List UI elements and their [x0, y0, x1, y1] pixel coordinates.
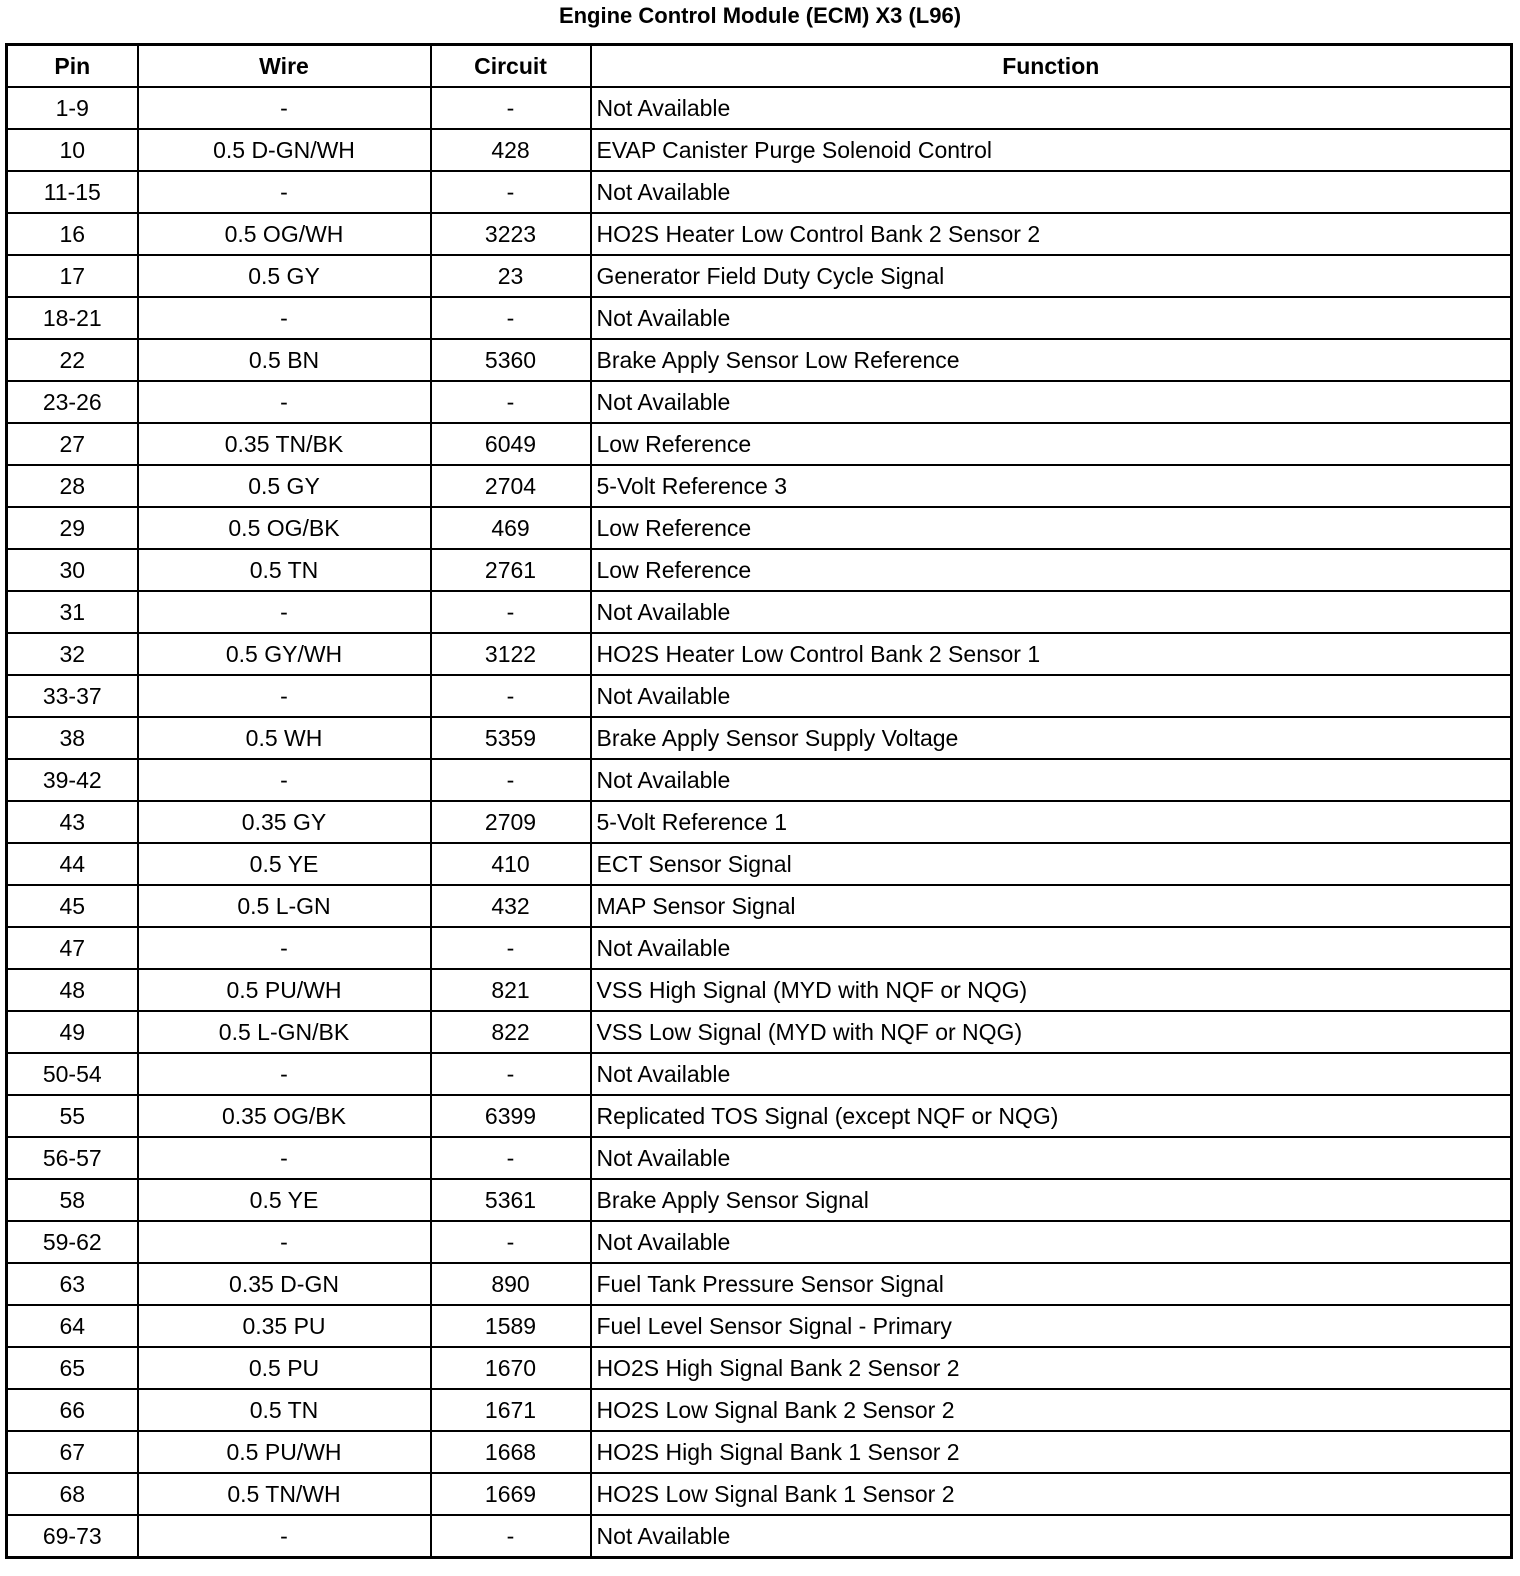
function-cell: Low Reference [591, 507, 1512, 549]
circuit-cell: 469 [431, 507, 591, 549]
table-row [7, 339, 1512, 381]
table-row [7, 297, 1512, 339]
wire-cell: 0.5 PU/WH [138, 1431, 431, 1473]
table-row [7, 213, 1512, 255]
circuit-cell: - [431, 1221, 591, 1263]
circuit-cell: 410 [431, 843, 591, 885]
function-cell: Not Available [591, 87, 1512, 129]
function-cell: Not Available [591, 675, 1512, 717]
function-cell: Not Available [591, 1137, 1512, 1179]
pin-cell: 45 [7, 885, 138, 927]
table-header-row [7, 45, 1512, 88]
function-cell: Not Available [591, 171, 1512, 213]
function-cell: 5-Volt Reference 1 [591, 801, 1512, 843]
table-row [7, 633, 1512, 675]
circuit-cell: 2704 [431, 465, 591, 507]
table-row [7, 885, 1512, 927]
pin-cell: 10 [7, 129, 138, 171]
pin-cell: 56-57 [7, 1137, 138, 1179]
circuit-cell: 428 [431, 129, 591, 171]
table-row [7, 927, 1512, 969]
circuit-cell: - [431, 381, 591, 423]
table-row [7, 1431, 1512, 1473]
circuit-cell: - [431, 297, 591, 339]
column-header-pin: Pin [7, 45, 138, 88]
wire-cell: - [138, 297, 431, 339]
pin-cell: 18-21 [7, 297, 138, 339]
wire-cell: 0.5 GY [138, 255, 431, 297]
function-cell: HO2S Low Signal Bank 2 Sensor 2 [591, 1389, 1512, 1431]
wire-cell: - [138, 171, 431, 213]
table-row [7, 1095, 1512, 1137]
pin-cell: 69-73 [7, 1515, 138, 1558]
wire-cell: 0.35 TN/BK [138, 423, 431, 465]
wire-cell: - [138, 1137, 431, 1179]
circuit-cell: 6049 [431, 423, 591, 465]
function-cell: VSS High Signal (MYD with NQF or NQG) [591, 969, 1512, 1011]
pin-cell: 48 [7, 969, 138, 1011]
function-cell: Replicated TOS Signal (except NQF or NQG) [591, 1095, 1512, 1137]
circuit-cell: 432 [431, 885, 591, 927]
function-cell: Not Available [591, 1515, 1512, 1558]
wire-cell: 0.5 GY [138, 465, 431, 507]
wire-cell: 0.5 TN [138, 1389, 431, 1431]
pin-cell: 67 [7, 1431, 138, 1473]
circuit-cell: 822 [431, 1011, 591, 1053]
wire-cell: - [138, 87, 431, 129]
pin-cell: 28 [7, 465, 138, 507]
wire-cell: - [138, 675, 431, 717]
pin-cell: 16 [7, 213, 138, 255]
function-cell: HO2S Heater Low Control Bank 2 Sensor 2 [591, 213, 1512, 255]
circuit-cell: 3223 [431, 213, 591, 255]
pin-cell: 43 [7, 801, 138, 843]
circuit-cell: 5361 [431, 1179, 591, 1221]
table-row [7, 969, 1512, 1011]
wire-cell: 0.5 TN/WH [138, 1473, 431, 1515]
wire-cell: - [138, 1221, 431, 1263]
circuit-cell: - [431, 759, 591, 801]
function-cell: EVAP Canister Purge Solenoid Control [591, 129, 1512, 171]
circuit-cell: 5360 [431, 339, 591, 381]
wire-cell: - [138, 1053, 431, 1095]
pin-cell: 31 [7, 591, 138, 633]
function-cell: Not Available [591, 297, 1512, 339]
function-cell: HO2S High Signal Bank 2 Sensor 2 [591, 1347, 1512, 1389]
pin-cell: 64 [7, 1305, 138, 1347]
wire-cell: - [138, 927, 431, 969]
pin-cell: 29 [7, 507, 138, 549]
function-cell: Generator Field Duty Cycle Signal [591, 255, 1512, 297]
table-row [7, 255, 1512, 297]
pin-cell: 33-37 [7, 675, 138, 717]
table-row [7, 1389, 1512, 1431]
function-cell: 5-Volt Reference 3 [591, 465, 1512, 507]
function-cell: Low Reference [591, 423, 1512, 465]
wire-cell: 0.35 D-GN [138, 1263, 431, 1305]
table-row [7, 1137, 1512, 1179]
table-row [7, 171, 1512, 213]
table-row [7, 423, 1512, 465]
table-row [7, 717, 1512, 759]
page-title: Engine Control Module (ECM) X3 (L96) [558, 3, 962, 28]
wire-cell: - [138, 381, 431, 423]
function-cell: ECT Sensor Signal [591, 843, 1512, 885]
table-row [7, 675, 1512, 717]
wire-cell: 0.35 OG/BK [138, 1095, 431, 1137]
pin-cell: 58 [7, 1179, 138, 1221]
wire-cell: 0.5 WH [138, 717, 431, 759]
function-cell: Brake Apply Sensor Supply Voltage [591, 717, 1512, 759]
circuit-cell: 2709 [431, 801, 591, 843]
table-row [7, 1179, 1512, 1221]
wire-cell: 0.5 L-GN [138, 885, 431, 927]
function-cell: Brake Apply Sensor Low Reference [591, 339, 1512, 381]
function-cell: Not Available [591, 1221, 1512, 1263]
pin-cell: 17 [7, 255, 138, 297]
pin-cell: 68 [7, 1473, 138, 1515]
circuit-cell: 890 [431, 1263, 591, 1305]
pin-cell: 59-62 [7, 1221, 138, 1263]
table-row [7, 1263, 1512, 1305]
pin-cell: 63 [7, 1263, 138, 1305]
circuit-cell: 1669 [431, 1473, 591, 1515]
function-cell: Not Available [591, 759, 1512, 801]
wire-cell: 0.5 YE [138, 843, 431, 885]
table-row [7, 381, 1512, 423]
pin-cell: 30 [7, 549, 138, 591]
column-header-circuit: Circuit [431, 45, 591, 88]
wire-cell: 0.5 OG/WH [138, 213, 431, 255]
pin-cell: 1-9 [7, 87, 138, 129]
circuit-cell: 3122 [431, 633, 591, 675]
wire-cell: 0.5 BN [138, 339, 431, 381]
pin-cell: 66 [7, 1389, 138, 1431]
pin-cell: 11-15 [7, 171, 138, 213]
function-cell: HO2S High Signal Bank 1 Sensor 2 [591, 1431, 1512, 1473]
function-cell: MAP Sensor Signal [591, 885, 1512, 927]
table-row [7, 1221, 1512, 1263]
function-cell: Fuel Level Sensor Signal - Primary [591, 1305, 1512, 1347]
pin-cell: 55 [7, 1095, 138, 1137]
column-header-function: Function [591, 45, 1512, 88]
circuit-cell: 1589 [431, 1305, 591, 1347]
circuit-cell: 1668 [431, 1431, 591, 1473]
circuit-cell: - [431, 87, 591, 129]
wire-cell: 0.5 GY/WH [138, 633, 431, 675]
circuit-cell: - [431, 171, 591, 213]
function-cell: Not Available [591, 381, 1512, 423]
column-header-wire: Wire [138, 45, 431, 88]
table-row [7, 129, 1512, 171]
pin-cell: 47 [7, 927, 138, 969]
wire-cell: 0.5 L-GN/BK [138, 1011, 431, 1053]
table-row [7, 1515, 1512, 1558]
circuit-cell: 821 [431, 969, 591, 1011]
circuit-cell: 1671 [431, 1389, 591, 1431]
function-cell: Not Available [591, 591, 1512, 633]
circuit-cell: 1670 [431, 1347, 591, 1389]
pin-cell: 38 [7, 717, 138, 759]
table-row [7, 801, 1512, 843]
wire-cell: 0.5 PU [138, 1347, 431, 1389]
table-row [7, 843, 1512, 885]
circuit-cell: - [431, 1053, 591, 1095]
pin-cell: 49 [7, 1011, 138, 1053]
function-cell: Low Reference [591, 549, 1512, 591]
function-cell: Fuel Tank Pressure Sensor Signal [591, 1263, 1512, 1305]
function-cell: Not Available [591, 927, 1512, 969]
wire-cell: 0.5 OG/BK [138, 507, 431, 549]
function-cell: Brake Apply Sensor Signal [591, 1179, 1512, 1221]
circuit-cell: 23 [431, 255, 591, 297]
pin-cell: 44 [7, 843, 138, 885]
circuit-cell: - [431, 927, 591, 969]
circuit-cell: 6399 [431, 1095, 591, 1137]
pin-cell: 50-54 [7, 1053, 138, 1095]
table-row [7, 507, 1512, 549]
wire-cell: 0.5 D-GN/WH [138, 129, 431, 171]
function-cell: VSS Low Signal (MYD with NQF or NQG) [591, 1011, 1512, 1053]
pin-cell: 23-26 [7, 381, 138, 423]
wire-cell: - [138, 1515, 431, 1558]
pin-cell: 65 [7, 1347, 138, 1389]
wire-cell: 0.35 GY [138, 801, 431, 843]
wire-cell: - [138, 759, 431, 801]
pinout-table [5, 43, 1513, 1559]
circuit-cell: - [431, 1137, 591, 1179]
circuit-cell: 2761 [431, 549, 591, 591]
function-cell: HO2S Heater Low Control Bank 2 Sensor 1 [591, 633, 1512, 675]
table-row [7, 465, 1512, 507]
table-row [7, 1347, 1512, 1389]
pin-cell: 27 [7, 423, 138, 465]
pin-cell: 32 [7, 633, 138, 675]
table-row [7, 87, 1512, 129]
table-row [7, 1305, 1512, 1347]
table-row [7, 1011, 1512, 1053]
circuit-cell: - [431, 675, 591, 717]
table-row [7, 1473, 1512, 1515]
pin-cell: 22 [7, 339, 138, 381]
circuit-cell: - [431, 591, 591, 633]
pin-cell: 39-42 [7, 759, 138, 801]
table-body [7, 87, 1512, 1558]
table-row [7, 591, 1512, 633]
table-row [7, 1053, 1512, 1095]
table-row [7, 549, 1512, 591]
wire-cell: - [138, 591, 431, 633]
function-cell: HO2S Low Signal Bank 1 Sensor 2 [591, 1473, 1512, 1515]
wire-cell: 0.35 PU [138, 1305, 431, 1347]
circuit-cell: - [431, 1515, 591, 1558]
function-cell: Not Available [591, 1053, 1512, 1095]
wire-cell: 0.5 TN [138, 549, 431, 591]
wire-cell: 0.5 YE [138, 1179, 431, 1221]
circuit-cell: 5359 [431, 717, 591, 759]
wire-cell: 0.5 PU/WH [138, 969, 431, 1011]
table-row [7, 759, 1512, 801]
